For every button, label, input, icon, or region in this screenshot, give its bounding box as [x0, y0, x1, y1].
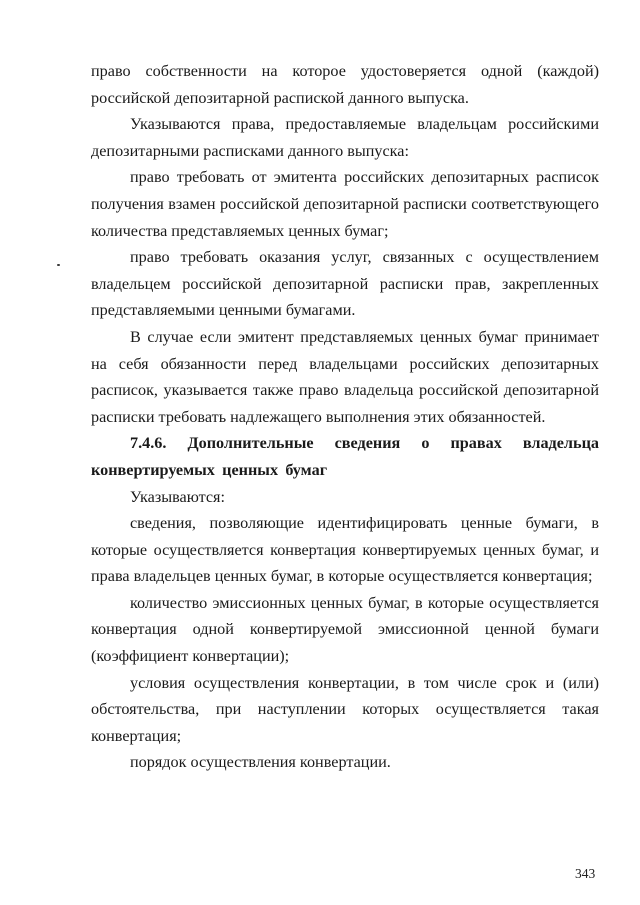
paragraph: Указываются: — [130, 487, 226, 506]
paragraph: сведения, позволяющие идентифицировать ценные бумаги, в которые осуществляется конвертация конвертируемых ценных бумаг, и права владельцев ценных бумаг, в которые осуществляется конвертация; — [91, 514, 599, 586]
paragraph: право собственности на которое удостоверяется одной (каждой) российской депозитарной распиской данного выпуска. — [91, 62, 599, 107]
paragraph: право требовать от эмитента российских депозитарных расписок получения взамен российской депозитарной расписки соответствующего количества представляемых ценных бумаг; — [91, 168, 599, 240]
page-number: 343 — [575, 866, 596, 881]
body-text — [91, 58, 599, 776]
paragraph: право требовать оказания услуг, связанных с осуществлением владельцем российской депозитарной расписки прав, закрепленных представляемыми ценными бумагами. — [91, 248, 599, 320]
paragraph: Указываются права, предоставляемые владельцам российскими депозитарными расписками данного выпуска: — [91, 115, 599, 160]
section-heading: 7.4.6. Дополнительные сведения о правах владельца конвертируемых ценных бумаг — [91, 434, 599, 479]
paragraph: порядок осуществления конвертации. — [130, 753, 391, 772]
paragraph: количество эмиссионных ценных бумаг, в которые осуществляется конвертация одной конвертируемой эмиссионной ценной бумаги (коэффициент конвертации); — [91, 593, 599, 666]
paragraph: условия осуществления конвертации, в том числе срок и (или) обстоятельства, при наступлении которых осуществляется такая конвертация; — [91, 673, 599, 745]
margin-mark — [57, 264, 60, 266]
paragraph: В случае если эмитент представляемых ценных бумаг принимает на себя обязанности перед владельцами российских депозитарных расписок, указывается также право владельца российской депозитарной расписки требовать надлежащего выполнения этих обязанностей. — [91, 327, 599, 426]
